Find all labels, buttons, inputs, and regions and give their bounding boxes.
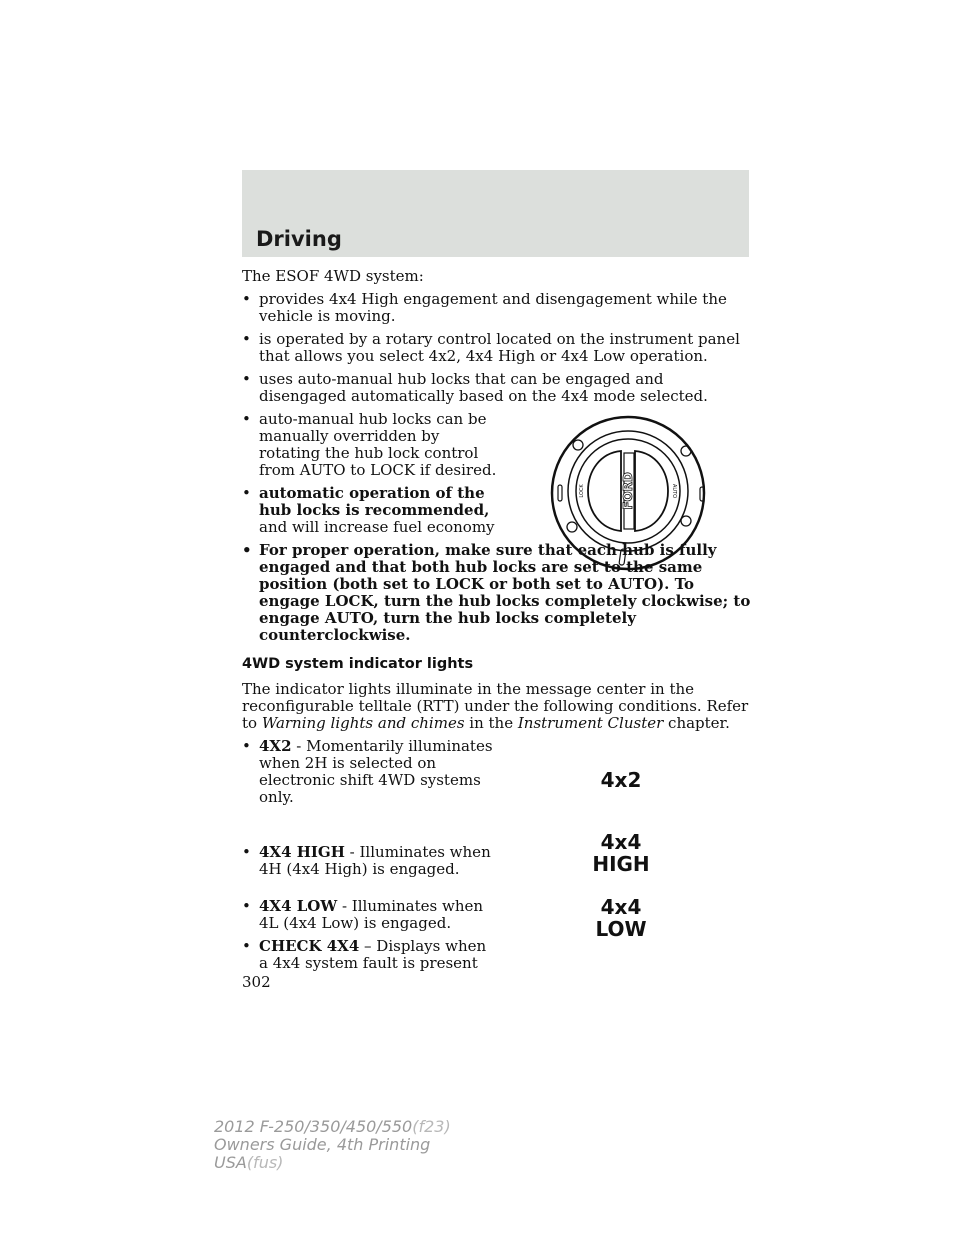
indicator-text: 4x4 <box>600 830 642 854</box>
document-footer <box>214 1118 451 1172</box>
4x2-indicator-icon <box>561 769 681 791</box>
list-item <box>242 738 499 806</box>
indicator-intro <box>242 681 752 732</box>
section-title: Driving <box>256 227 342 251</box>
list-item <box>242 938 499 972</box>
lock-label: LOCK <box>579 484 585 498</box>
description: - Illuminates when 4H (4x4 High) is engaged. <box>259 843 491 878</box>
description: - Momentarily illuminates when 2H is selected on electronic shift 4WD systems only. <box>259 737 493 806</box>
4x4-low-indicator-icon <box>561 896 681 940</box>
body-text: and will increase fuel economy <box>259 518 495 536</box>
4x4-high-indicator-icon <box>561 831 681 875</box>
list-item: • is operated by a rotary control located on the instrument panel that allows you select 4x2, 4x4 High or 4x4 Low operation. <box>242 331 752 365</box>
indicator-text: 4x4 <box>600 895 642 919</box>
intro-text: The ESOF 4WD system: <box>242 267 424 285</box>
section-header <box>242 170 749 257</box>
list-item <box>242 844 499 878</box>
model-code: (f23) <box>412 1117 451 1136</box>
reference-link: Instrument Cluster <box>517 714 664 732</box>
subheading: 4WD system indicator lights <box>242 656 474 672</box>
hub-lock-illustration <box>548 413 708 573</box>
auto-label: AUTO <box>671 483 677 499</box>
page-number: 302 <box>242 973 271 991</box>
indicator-text: LOW <box>595 917 647 941</box>
description: - Illuminates when 4L (4x4 Low) is engaged. <box>259 897 484 932</box>
footer-line <box>214 1154 451 1172</box>
hub-lock-icon <box>548 413 708 573</box>
body-text: chapter. <box>663 714 730 732</box>
list-item <box>242 485 499 536</box>
term: 4X4 HIGH <box>259 843 345 861</box>
warning-text: • For proper operation, make sure that each hub is fully engaged and that both hub locks are set to the same position (both set to LOCK or both set to AUTO). To engage LOCK, turn the hub locks completely clockwise; to engage AUTO, turn the hub locks completely counterclockwise. <box>259 541 751 644</box>
term: 4X2 <box>259 737 292 755</box>
region-code: (fus) <box>246 1153 284 1172</box>
indicator-text: 4x2 <box>600 768 642 792</box>
footer-line: Owners Guide, 4th Printing <box>214 1135 431 1154</box>
model-text: 2012 F-250/350/450/550 <box>214 1117 413 1136</box>
region-text: USA <box>214 1153 247 1172</box>
indicator-text: HIGH <box>592 852 650 876</box>
body-text: in the <box>464 714 518 732</box>
footer-line <box>214 1118 451 1136</box>
term: 4X4 LOW <box>259 897 338 915</box>
list-item: • uses auto-manual hub locks that can be engaged and disengaged automatically based on the 4x4 mode selected. <box>242 371 752 405</box>
list-item: • auto-manual hub locks can be manually overridden by rotating the hub lock control from AUTO to LOCK if desired. <box>242 411 499 479</box>
list-item: • provides 4x4 High engagement and disengagement while the vehicle is moving. <box>242 291 752 325</box>
term: CHECK 4X4 <box>259 937 360 955</box>
reference-link: Warning lights and chimes <box>261 714 465 732</box>
body-text: The indicator lights illuminate in the message center in the reconfigurable telltale (RTT) under the following conditions. Refer to <box>242 680 749 732</box>
list-item <box>242 898 499 932</box>
bold-text: automatic operation of the hub locks is recommended, <box>259 484 490 519</box>
description: – Displays when a 4x4 system fault is present <box>259 937 487 972</box>
brand-text: FORD <box>621 472 635 510</box>
